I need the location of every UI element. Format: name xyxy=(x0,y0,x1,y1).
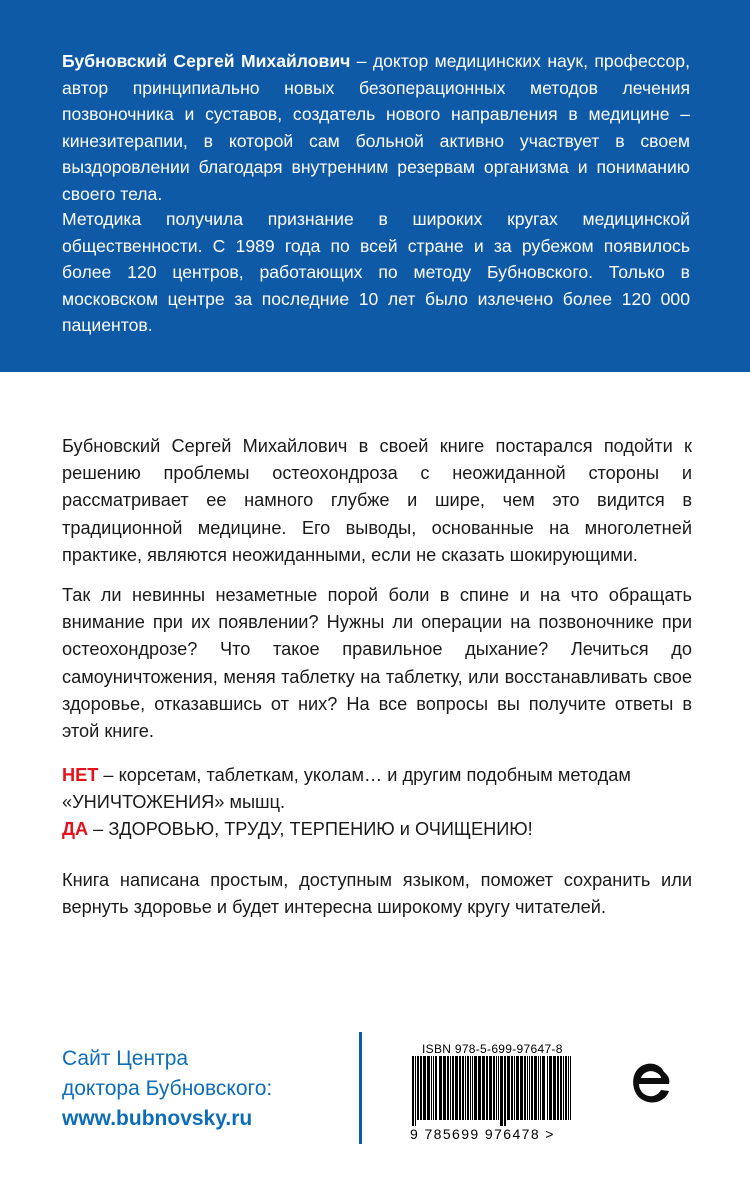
barcode-bar xyxy=(415,1056,416,1126)
barcode-bar xyxy=(412,1056,414,1126)
barcode-bar xyxy=(486,1056,488,1120)
author-bio-panel xyxy=(0,0,750,372)
barcode-bar xyxy=(435,1056,437,1120)
barcode-bar xyxy=(465,1056,466,1120)
barcode-bar xyxy=(493,1056,495,1120)
barcode-bar xyxy=(542,1056,545,1120)
barcode-bar xyxy=(534,1056,537,1120)
no-text: – корсетам, таблеткам, уколам… и другим подобным методам «УНИЧТОЖЕНИЯ» мышц. xyxy=(62,765,631,813)
no-yes-paragraph xyxy=(62,762,692,844)
barcode-bar xyxy=(447,1056,449,1120)
barcode-icon xyxy=(396,1056,586,1126)
barcode-digits: 9 785699 976478 > xyxy=(410,1126,555,1142)
barcode-bar xyxy=(452,1056,454,1120)
no-label: НЕТ xyxy=(62,765,99,785)
barcode-bar xyxy=(474,1056,477,1120)
barcode-bar xyxy=(557,1056,559,1120)
author-name: Бубновский Сергей Михайлович xyxy=(62,51,351,71)
barcode-bar xyxy=(529,1056,530,1120)
book-questions-paragraph: Так ли невинны незаметные порой боли в спине и на что обращать внимание при их появлении? Нужны ли операции на позвоночнике при остеохондрозе? Что такое правильное дыхание? Лечиться до самоуничтожения, меняя таблетку на таблетку, или восстанавливать свое здоровье, отказавшись от них? На все вопросы вы получите ответы в этой книге. xyxy=(62,585,692,742)
barcode-bar xyxy=(538,1056,539,1120)
barcode-bar xyxy=(516,1056,519,1120)
site-line-1: Сайт Центра xyxy=(62,1047,189,1070)
barcode-bar xyxy=(472,1056,473,1120)
barcode-bar xyxy=(450,1056,451,1120)
isbn-barcode xyxy=(396,1042,596,1142)
barcode-bar xyxy=(520,1056,523,1120)
barcode-bar xyxy=(431,1056,432,1120)
barcode-bar xyxy=(507,1056,510,1120)
author-bio xyxy=(62,48,690,208)
barcode-bar xyxy=(553,1056,556,1120)
barcode-bar xyxy=(467,1056,469,1120)
barcode-bar xyxy=(547,1056,548,1120)
barcode-bar xyxy=(459,1056,461,1120)
barcode-bar xyxy=(511,1056,513,1120)
barcode-bar xyxy=(514,1056,515,1120)
barcode-bar xyxy=(560,1056,562,1120)
barcode-bar xyxy=(417,1056,419,1120)
site-line-2: доктора Бубновского: xyxy=(62,1077,273,1100)
author-bio-text: – доктор медицинских наук, профессор, автор принципиально новых безоперационных методов лечения позвоночника и суставов, создатель нового направления в медицине – кинезитерапии, в которой сам больной активно участвует в своем выздоровлении благодаря внутренним резервам организма и пониманию своего тела. xyxy=(62,51,690,204)
method-recognition-text: Методика получила признание в широких кругах медицинской общественности. С 1989 года по всей стране и за рубежом появилось более 120 центров, работающих по методу Бубновского. Только в московском центре за последние 10 лет было излечено более 120 000 пациентов. xyxy=(62,209,690,336)
isbn-number: ISBN 978-5-699-97647-8 xyxy=(422,1042,563,1056)
barcode-bar xyxy=(540,1056,541,1120)
barcode-bar xyxy=(470,1056,471,1120)
book-summary-paragraph: Книга написана простым, доступным языком, поможет сохранить или вернуть здоровье и будет интересна широкому кругу читателей. xyxy=(62,870,692,918)
barcode-bar xyxy=(462,1056,464,1120)
barcode-bar xyxy=(570,1056,571,1120)
barcode-bar xyxy=(423,1056,426,1120)
site-url-link[interactable]: www.bubnovsky.ru xyxy=(62,1107,253,1130)
yes-label: ДА xyxy=(62,819,89,840)
publisher-logo-icon xyxy=(624,1052,676,1112)
barcode-bar xyxy=(568,1056,569,1120)
yes-text: – ЗДОРОВЬЮ, ТРУДУ, ТЕРПЕНИЮ и ОЧИЩЕНИЮ! xyxy=(88,819,533,840)
barcode-bar xyxy=(455,1056,458,1120)
barcode-bar xyxy=(427,1056,430,1120)
barcode-bar xyxy=(433,1056,434,1120)
book-description-paragraph: Бубновский Сергей Михайлович в своей книге постарался подойти к решению проблемы остеохондроза с неожиданной стороны и рассматривает ее намного глубже и шире, чем это видится в традиционной медицине. Его выводы, основанные на многолетней практике, являются неожиданными, если не сказать шокирующими. xyxy=(62,436,692,565)
barcode-bar xyxy=(531,1056,533,1120)
barcode-bar xyxy=(498,1056,499,1120)
barcode-bar xyxy=(524,1056,526,1120)
barcode-bar xyxy=(496,1056,497,1120)
barcode-bar xyxy=(527,1056,528,1120)
barcode-bar xyxy=(439,1056,442,1120)
barcode-bar xyxy=(478,1056,481,1120)
barcode-bar xyxy=(489,1056,492,1120)
barcode-bar xyxy=(420,1056,422,1120)
vertical-divider xyxy=(359,1032,362,1144)
barcode-bar xyxy=(563,1056,564,1120)
barcode-bar xyxy=(504,1056,506,1126)
barcode-bar xyxy=(565,1056,567,1120)
barcode-bar xyxy=(549,1056,552,1120)
barcode-bar xyxy=(443,1056,446,1120)
site-info xyxy=(62,1044,352,1134)
barcode-bar xyxy=(482,1056,485,1120)
barcode-bar xyxy=(500,1056,503,1126)
